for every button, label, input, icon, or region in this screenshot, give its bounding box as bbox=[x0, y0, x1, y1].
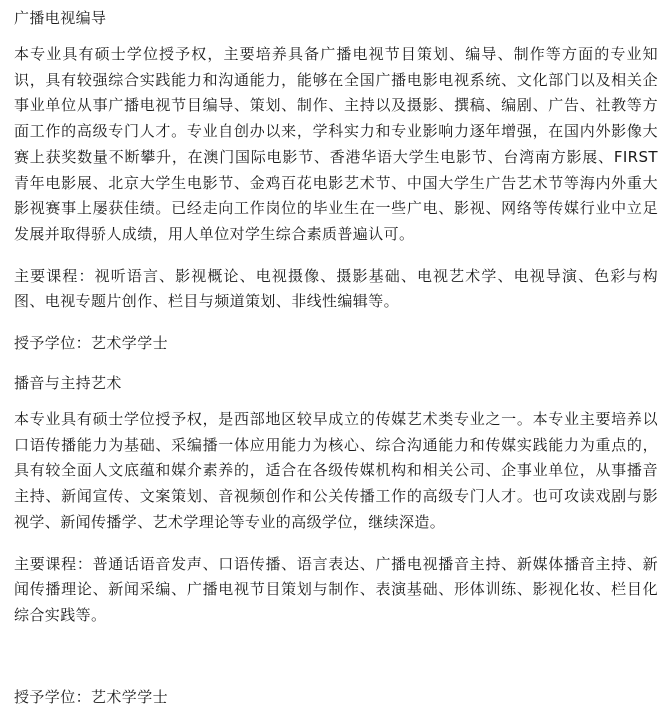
section-courses: 主要课程：普通话语音发声、口语传播、语言表达、广播电视播音主持、新媒体播音主持、新闻传播理论、新闻采编、广播电视节目策划与制作、表演基础、形体训练、影视化妆、栏目化综合实践等。 bbox=[14, 554, 658, 624]
document-body bbox=[14, 6, 658, 709]
section-degree: 授予学位：艺术学学士 bbox=[14, 334, 169, 353]
section-courses: 主要课程：视听语言、影视概论、电视摄像、摄影基础、电视艺术学、电视导演、色彩与构图、电视专题片创作、栏目与频道策划、非线性编辑等。 bbox=[14, 266, 658, 311]
section-announcing-hosting bbox=[14, 371, 658, 709]
section-broadcast-tv-directing bbox=[14, 6, 658, 355]
section-description: 本专业具有硕士学位授予权，主要培养具备广播电视节目策划、编导、制作等方面的专业知识，具有较强综合实践能力和沟通能力，能够在全国广播电影电视系统、文化部门以及相关企事业单位从事广播电视节目编导、策划、制作、主持以及摄影、撰稿、编剧、广告、社教等方面工作的高级专门人才。专业自创办以来，学科实力和专业影响力逐年增强，在国内外影像大赛上获奖数量不断攀升，在澳门国际电影节、香港华语大学生电影节、台湾南方影展、FIRST青年电影展、北京大学生电影节、金鸡百花电影艺术节、中国大学生广告艺术节等海内外重大影视赛事上屡获佳绩。已经走向工作岗位的毕业生在一些广电、影视、网络等传媒行业中立足发展并取得骄人成绩，用人单位对学生综合素质普遍认可。 bbox=[14, 45, 658, 243]
section-title: 广播电视编导 bbox=[14, 9, 107, 27]
section-title: 播音与主持艺术 bbox=[14, 374, 122, 393]
section-description: 本专业具有硕士学位授予权，是西部地区较早成立的传媒艺术类专业之一。本专业主要培养以口语传播能力为基础、采编播一体应用能力为核心、综合沟通能力和传媒实践能力为重点的，具有较全面人文底蕴和媒介素养的，适合在各级传媒机构和相关公司、企事业单位，从事播音主持、新闻宣传、文案策划、音视频创作和公关传播工作的高级专门人才。也可攻读戏剧与影视学、新闻传播学、艺术学理论等专业的高级学位，继续深造。 bbox=[14, 410, 658, 531]
section-degree: 授予学位：艺术学学士 bbox=[14, 687, 169, 706]
